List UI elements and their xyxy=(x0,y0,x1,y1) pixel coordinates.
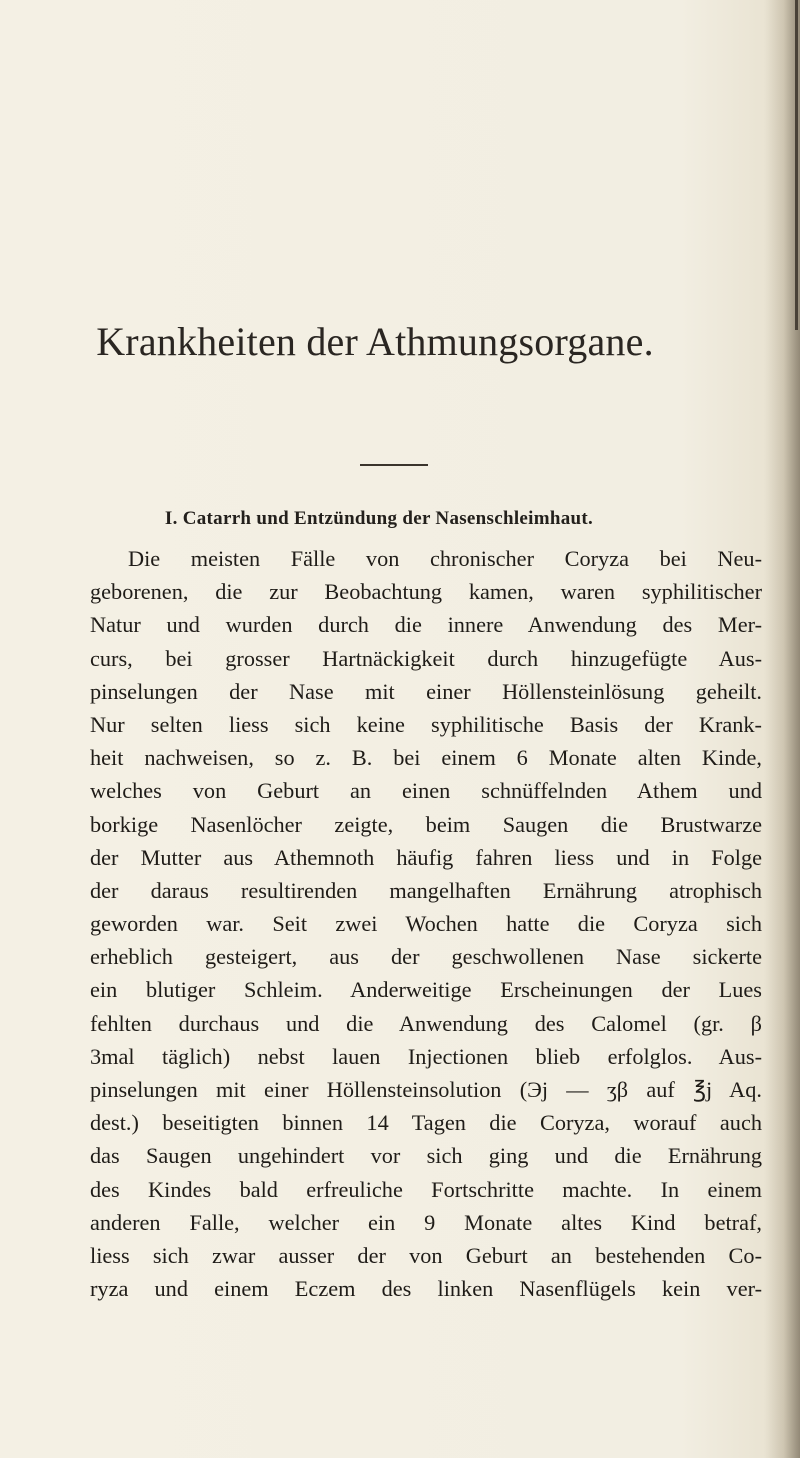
text-line: Nur selten liess sich keine syphilitische Basis der Krank- xyxy=(90,711,762,737)
text-line: Die meisten Fälle von chronischer Coryza bei Neu- xyxy=(128,546,762,571)
chapter-heading: Krankheiten der Athmungsorgane. xyxy=(96,319,654,364)
text-line: des Kindes bald erfreuliche Fortschritte machte. In einem xyxy=(90,1176,762,1202)
text-line: borkige Nasenlöcher zeigte, beim Saugen die Brustwarze xyxy=(90,811,762,837)
page-edge-line xyxy=(795,0,798,330)
text-line: das Saugen ungehindert vor sich ging und die Ernährung xyxy=(90,1143,762,1169)
text-line: Natur und wurden durch die innere Anwendung des Mer- xyxy=(90,612,762,638)
text-line: curs, bei grosser Hartnäckigkeit durch hinzugefügte Aus- xyxy=(90,645,762,671)
text-line: welches von Geburt an einen schnüffelnden Athem und xyxy=(90,778,762,804)
heading-divider xyxy=(360,464,428,466)
text-line: ryza und einem Eczem des linken Nasenflügels kein ver- xyxy=(90,1276,762,1302)
text-line: ein blutiger Schleim. Anderweitige Erscheinungen der Lues xyxy=(90,977,762,1003)
text-line: heit nachweisen, so z. B. bei einem 6 Monate alten Kinde, xyxy=(90,745,762,771)
text-line: fehlten durchaus und die Anwendung des Calomel (gr. β xyxy=(90,1010,762,1036)
section-title: I. Catarrh und Entzündung der Nasenschleimhaut. xyxy=(164,508,594,529)
text-line: pinselungen der Nase mit einer Höllensteinlösung geheilt. xyxy=(90,678,762,704)
text-line: dest.) beseitigten binnen 14 Tagen die Coryza, worauf auch xyxy=(90,1110,762,1136)
body-paragraph xyxy=(90,542,762,1305)
text-line: geworden war. Seit zwei Wochen hatte die Coryza sich xyxy=(90,911,762,937)
text-line: geborenen, die zur Beobachtung kamen, waren syphilitischer xyxy=(90,579,762,605)
text-line: erheblich gesteigert, aus der geschwollenen Nase sickerte xyxy=(90,944,762,970)
text-line: anderen Falle, welcher ein 9 Monate altes Kind betraf, xyxy=(90,1209,762,1235)
text-line: der daraus resultirenden mangelhaften Ernährung atrophisch xyxy=(90,877,762,903)
text-line: der Mutter aus Athemnoth häufig fahren liess und in Folge xyxy=(90,844,762,870)
text-line: 3mal täglich) nebst lauen Injectionen blieb erfolglos. Aus- xyxy=(90,1043,762,1069)
text-line: liess sich zwar ausser der von Geburt an bestehenden Co- xyxy=(90,1242,762,1268)
text-line: pinselungen mit einer Höllensteinsolution (Эj — ʒβ auf ℥j Aq. xyxy=(90,1077,762,1102)
